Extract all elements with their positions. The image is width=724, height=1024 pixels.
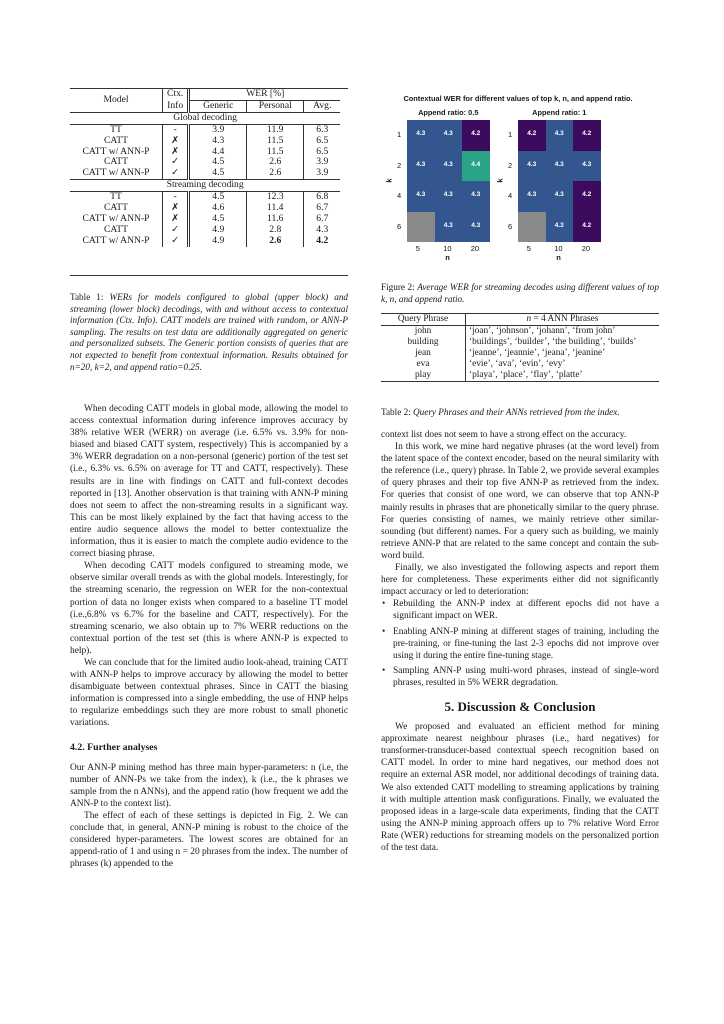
heatmap-cell: 4.3 — [407, 120, 435, 151]
heatmap-cell: 4.3 — [462, 181, 490, 212]
table-2 — [381, 313, 659, 382]
t1-cell: 2.6 — [247, 168, 304, 179]
t1-cell: 3.9 — [189, 124, 247, 135]
t1-cell: CATT w/ ANN-P — [70, 168, 163, 179]
heatmap-cell: 4.3 — [435, 151, 463, 182]
t2-ann-phrases: ‘evie’, ‘ava’, ‘evin’, ‘evy’ — [469, 359, 566, 369]
table-1 — [70, 89, 340, 247]
heatmap-cell: 4.3 — [435, 120, 463, 151]
left-p3: We can conclude that for the limited audio look-ahead, training CATT with ANN-P helps to improve accuracy by allowing the model to better disambiguate between contextual phrases. Since in CATT the biasing information is compressed into a single embedding, the use of HNP helps to regularize embeddings such they are more robust to small phonetic variations. — [70, 657, 348, 729]
t1-cell: CATT w/ ANN-P — [70, 214, 163, 225]
heatmap-y-tick: 1 — [508, 130, 513, 139]
heatmap-cell: 4.2 — [573, 120, 601, 151]
heatmap-cell: 4.2 — [462, 120, 490, 151]
t1-cell: 11.5 — [247, 147, 304, 158]
left-column — [70, 403, 348, 870]
heatmap-y-label: k — [495, 178, 505, 183]
t1-head-wer: WER [%] — [246, 88, 285, 99]
finding-item: • Rebuilding the ANN-P index at different epochs did not have a significant impact on WER. — [381, 598, 659, 622]
heatmap-cell: 4.3 — [546, 181, 574, 212]
t1-head-ctx1: Ctx. — [163, 89, 189, 100]
figure-2-caption: Figure 2: Average WER for streaming decodes using different values of top k, n, and append ratio. — [381, 282, 659, 304]
t1-cell: 4.6 — [189, 203, 247, 214]
t1-cell: 4.2 — [316, 234, 329, 246]
t1-cell: 6.5 — [316, 134, 329, 146]
t1-cell: 3.9 — [316, 156, 329, 168]
heatmap-y-tick: 4 — [397, 191, 402, 200]
right-column — [381, 429, 659, 854]
heatmap-y-tick: 2 — [508, 160, 513, 170]
right-p3: Finally, we also investigated the following aspects and report them here for completeness. These experiments either did not significantly impact accuracy or led to deterioration: — [381, 563, 659, 598]
t2-ann-phrases: ‘jeanne’, ‘jeannie’, ‘jeana’, ‘jeanine’ — [469, 348, 606, 358]
t2-head-ann: n = 4 ANN Phrases — [466, 314, 660, 326]
t1-cell: 4.5 — [189, 168, 247, 179]
t1-cell: CATT — [70, 136, 163, 147]
t1-cell: 2.6 — [247, 236, 304, 247]
heatmap-cell: 4.2 — [518, 120, 546, 151]
left-p1: When decoding CATT models in global mode, allowing the model to access contextual information during inference improves accuracy by 38% relative WER (WERR) on average (i.e. 6.5% vs. 3.9% for non-biased and biased CATT system, respectively) This is accompanied by a 3% WERR degradation on a non-personal (generic) portion of the test set (i.e., 6.3% vs. 6.5% on average for TT and CATT, respectively). These results are in line with findings on CATT and full-context decodes reported in [13]. Another observation is that training with ANN-P mining does not seem to affect the non-streaming results in a significant way. This can be most likely explained by the fact that having access to the entire audio sequence allows the model to better contextualize the information, thus it is easier to match the complete audio evidence to the correct biasing phrase. — [70, 404, 348, 560]
t1-cell: 6.7 — [316, 202, 329, 214]
t1-cell: 2.6 — [247, 157, 304, 168]
t1-cell: 3.9 — [316, 167, 329, 179]
t1-cell: ✓ — [163, 168, 189, 179]
t1-cell: 12.3 — [247, 192, 304, 203]
t2-query: play — [381, 370, 466, 382]
table-2-caption: Table 2: Query Phrases and their ANNs retrieved from the index. — [381, 407, 620, 417]
t1-row — [70, 124, 340, 135]
heatmap-x-label: n — [445, 253, 450, 262]
t1-cell: 4.5 — [189, 214, 247, 225]
heatmap-cell: 4.3 — [546, 151, 574, 182]
t1-cell: TT — [70, 124, 163, 135]
heatmap-cell — [407, 212, 435, 243]
heatmap-cell: 4.3 — [518, 181, 546, 212]
t1-cell: - — [163, 124, 189, 135]
t1-cell: CATT — [70, 157, 163, 168]
t2-row — [381, 359, 659, 370]
t1-cell: CATT w/ ANN-P — [70, 147, 163, 158]
t2-query: jean — [381, 348, 466, 359]
t1-cell: CATT — [70, 225, 163, 236]
section-4-2-heading: 4.2. Further analyses — [70, 741, 158, 753]
t2-head-query: Query Phrase — [381, 314, 466, 326]
t1-cell: 6.8 — [304, 192, 341, 203]
heatmap-subtitle: Append ratio: 1 — [532, 108, 587, 117]
heatmap-x-tick: 10 — [554, 244, 563, 253]
heatmap-y-tick: 4 — [508, 191, 513, 200]
t1-head-personal: Personal — [247, 100, 304, 112]
t1-cell: 4.9 — [189, 236, 247, 247]
findings-list — [381, 598, 659, 689]
right-p2: In this work, we mine hard negative phrases (at the word level) from the latent space of the context encoder, based on the neural similarity with the reference (i.e., query) phrase. In Table 2, we provide several examples of query phrases and their top five ANN-P as retrieved from the index. For queries that consist of one word, we can observe that top ANN-P mainly results in phrases that are phonetically similar to the query phrase. For queries consisting of names, we mainly retrieve other similar-sounding (but different) names. For a query such as building, we mainly retrieve ANN-P that are related to the same concept and contain the sub-word build. — [381, 442, 659, 561]
t1-row — [70, 168, 340, 179]
t1-cell: CATT w/ ANN-P — [70, 236, 163, 247]
heatmap-x-tick: 5 — [526, 244, 531, 253]
left-p5: The effect of each of these settings is depicted in Fig. 2. We can conclude that, in general, ANN-P mining is robust to the choice of the considered hyper-parameters. The lowest scores are obtained for an append-ratio of 1 and using n = 20 phrases from the index. The number of phrases (k) appended to the — [70, 811, 348, 870]
finding-item: • Sampling ANN-P using multi-word phrases, instead of single-word phrases, resulted in 5% WERR degradation. — [381, 665, 659, 689]
heatmap-x-tick: 20 — [581, 244, 591, 253]
figure-2-title: Contextual WER for different values of top k, n, and append ratio. — [403, 94, 633, 103]
t2-row — [381, 326, 659, 338]
t1-row — [70, 236, 340, 247]
heatmap-x-label: n — [556, 253, 561, 262]
heatmap-cell: 4.3 — [462, 212, 490, 243]
finding-item: • Enabling ANN-P mining at different stages of training, including the pre-training, or fine-tuning the last 2-3 epochs did not improve over using it during the entire fine-tuning stage. — [381, 626, 659, 662]
t1-cell: TT — [70, 192, 163, 203]
heatmap-cell: 4.2 — [573, 181, 601, 212]
t1-cell: 2.8 — [247, 225, 304, 236]
right-p1: context list does not seem to have a strong effect on the accuracy. — [381, 430, 627, 440]
t1-global-label: Global decoding — [70, 112, 340, 124]
t2-ann-phrases: ‘buildings’, ‘builder’, ‘the building’, ‘builds’ — [469, 337, 637, 347]
t1-cell: 4.3 — [316, 223, 329, 235]
t1-head-model: Model — [70, 89, 163, 112]
heatmap-y-label: k — [384, 178, 394, 183]
heatmap-x-tick: 20 — [470, 244, 480, 253]
t2-query: eva — [381, 359, 466, 370]
heatmap-cell: 4.3 — [435, 212, 463, 243]
t2-ann-phrases: ‘joan’, ‘johnson’, ‘johann’, ‘from john’ — [469, 326, 616, 336]
t1-cell: 4.9 — [189, 225, 247, 236]
t1-cell: ✗ — [163, 214, 189, 225]
t1-cell: 4.5 — [189, 192, 247, 203]
heatmap-cell: 4.3 — [407, 151, 435, 182]
t2-row — [381, 370, 659, 382]
heatmap-y-tick: 2 — [397, 160, 402, 170]
t1-head-avg: Avg. — [304, 100, 341, 112]
t2-row — [381, 348, 659, 359]
t1-head-ctx2: Info — [163, 100, 189, 112]
heatmap-cell: 4.3 — [518, 151, 546, 182]
heatmap-y-tick: 1 — [397, 130, 402, 139]
t2-ann-phrases: ‘playa’, ‘place’, ‘flay’, ‘platte’ — [469, 370, 583, 380]
t1-cell: 4.3 — [189, 136, 247, 147]
t1-cell: ✗ — [163, 147, 189, 158]
heatmap-cell: 4.2 — [573, 212, 601, 243]
t1-cell: ✓ — [163, 225, 189, 236]
heatmap-cell — [518, 212, 546, 243]
heatmap-y-tick: 6 — [397, 221, 402, 231]
t1-cell: - — [163, 192, 189, 203]
right-p4: We proposed and evaluated an efficient method for mining approximate nearest neighbour phrases (i.e., hard negatives) for transformer-transducer-based contextual speech recognition based on CATT model. In order to mine hard negatives, our method does not require an external ASR model, nor additional decodings of training data. We also extended CATT modelling to streaming applications by training it with multiple attention mask configurations. Finally, we evaluated the proposed ideas in a large-scale data experiments, finding that the CATT using the ANN-P mining approach offers up to 7% relative Word Error Rate (WER) reductions for streaming models on the personalized portion of the test data. — [381, 722, 659, 853]
t2-query: john — [381, 326, 466, 338]
t1-cell: ✗ — [163, 136, 189, 147]
table-1-caption: Table 1: WERs for models configured to global (upper block) and streaming (lower block) decodings, with and without access to contextual information (Ctx. Info). CATT models are trained with random, or ANN-P sampling. The results on test data are additionally aggregated on generic and personalized subsets. The Generic portion consists of queries that are not expected to benefit from contextual information. Results obtained for n=20, k=2, and append ratio=0.25. — [70, 292, 349, 372]
heatmap-x-tick: 5 — [415, 244, 420, 253]
t1-stream-label: Streaming decoding — [70, 180, 340, 192]
heatmap-cell: 4.3 — [435, 181, 463, 212]
t1-head-generic: Generic — [189, 100, 247, 112]
t1-cell: 11.6 — [247, 214, 304, 225]
t1-cell: 6.5 — [316, 145, 329, 157]
heatmap-subtitle: Append ratio: 0.5 — [418, 108, 479, 117]
t2-query: building — [381, 337, 466, 348]
t1-cell: 4.4 — [189, 147, 247, 158]
heatmap-cell: 4.3 — [546, 212, 574, 243]
t1-cell: 6.3 — [304, 124, 341, 135]
t1-cell: ✗ — [163, 203, 189, 214]
t1-cell: 4.5 — [189, 157, 247, 168]
t1-cell: ✓ — [163, 236, 189, 247]
t1-cell: CATT — [70, 203, 163, 214]
heatmap-cell: 4.3 — [546, 120, 574, 151]
t1-cell: 11.4 — [247, 203, 304, 214]
t1-cell: 11.9 — [247, 124, 304, 135]
heatmap-x-tick: 10 — [443, 244, 452, 253]
heatmap-y-tick: 6 — [508, 221, 513, 231]
t1-row — [70, 136, 340, 147]
t1-cell: 6.7 — [316, 212, 329, 224]
left-p4: Our ANN-P mining method has three main hyper-parameters: n (i.e, the number of ANN-Ps we take from the index), k (i.e., the k phrases we sample from the n ANNs), and the append ratio (how frequent we add the ANN-P to the context list). — [70, 762, 348, 809]
t2-row — [381, 337, 659, 348]
heatmap-cell: 4.3 — [407, 181, 435, 212]
left-p2: When decoding CATT models configured to streaming mode, we observe similar overall trends as with the global models. Interestingly, for the streaming scenario, the regression on WER for the non-contextual portion of data no longer exists when compared to a baseline TT model (i.e.,6.8% vs 6.7% for the baseline and CATT, respectively). For the streaming scenario, we also obtain up to 7% WERR reductions on the contextual portion of the test set (this is where ANN-P is expected to help). — [70, 561, 348, 656]
section-5-heading: 5. Discussion & Conclusion — [444, 698, 596, 714]
t1-cell: ✓ — [163, 157, 189, 168]
heatmap-cell: 4.3 — [573, 151, 601, 182]
heatmap-cell: 4.4 — [462, 151, 490, 182]
t1-cell: 11.5 — [247, 136, 304, 147]
